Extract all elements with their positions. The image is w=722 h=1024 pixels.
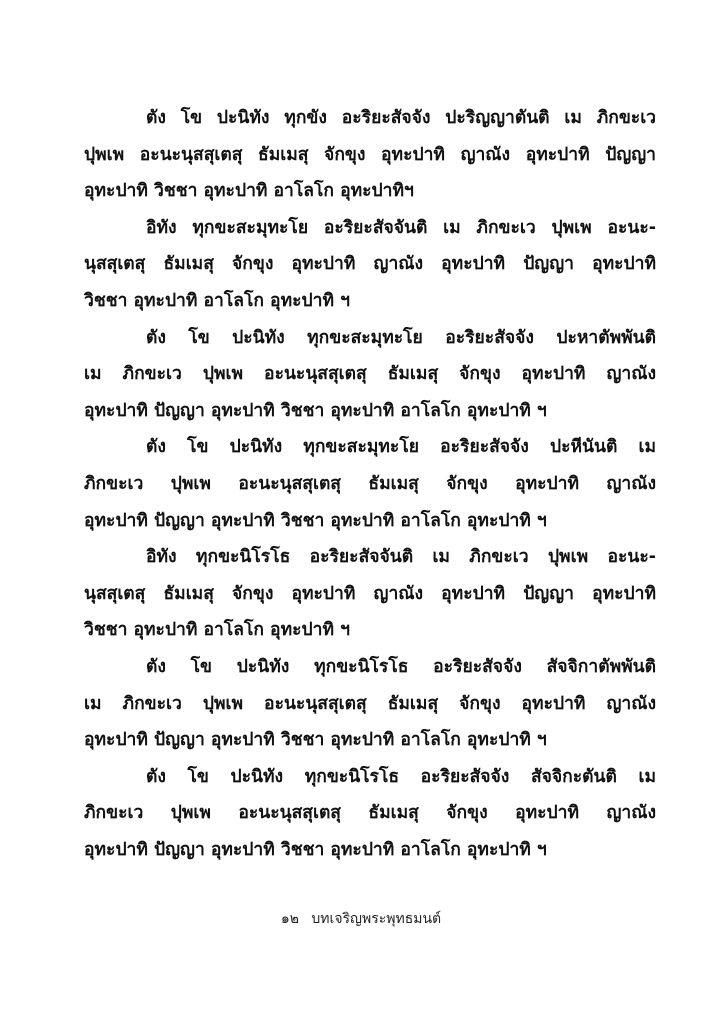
text-line: อิทัง ทุกขะนิโรโธ อะริยะสัจจันติ เม ภิกขะเว ปุพเพ อะนะ- <box>146 547 656 568</box>
paragraph <box>84 759 656 869</box>
paragraph <box>84 320 656 430</box>
paragraph <box>84 100 656 210</box>
text-line: วิชชา อุทะปาทิ อาโลโก อุทะปาทิ ฯ <box>84 290 350 311</box>
paragraph <box>84 539 656 649</box>
text-line: ตัง โข ปะนิทัง ทุกขะสะมุทะโย อะริยะสัจจัง ปะหาตัพพันติ <box>146 327 656 348</box>
paragraph <box>84 649 656 759</box>
text-line: เม ภิกขะเว ปุพเพ อะนะนุสสุเตสุ ธัมเมสุ จักขุง อุทะปาทิ ญาณัง <box>84 364 656 385</box>
page-number: ๑๒ <box>280 911 299 927</box>
text-line: อุทะปาทิ ปัญญา อุทะปาทิ วิชชา อุทะปาทิ อาโลโก อุทะปาทิ ฯ <box>84 839 547 860</box>
paragraph <box>84 429 656 539</box>
text-line: อุทะปาทิ ปัญญา อุทะปาทิ วิชชา อุทะปาทิ อาโลโก อุทะปาทิ ฯ <box>84 730 547 751</box>
text-line: เม ภิกขะเว ปุพเพ อะนะนุสสุเตสุ ธัมเมสุ จักขุง อุทะปาทิ ญาณัง <box>84 693 656 714</box>
text-line: ตัง โข ปะนิทัง ทุกขะนิโรโธ อะริยะสัจจัง สัจจิกาตัพพันติ <box>146 656 656 677</box>
text-line: อิทัง ทุกขะสะมุทะโย อะริยะสัจจันติ เม ภิกขะเว ปุพเพ อะนะ- <box>146 217 656 238</box>
chant-text-body <box>84 100 656 868</box>
book-title: บทเจริญพระพุทธมนต์ <box>311 911 442 927</box>
text-line: นุสสุเตสุ ธัมเมสุ จักขุง อุทะปาทิ ญาณัง อุทะปาทิ ปัญญา อุทะปาทิ <box>84 254 656 275</box>
text-line: ตัง โข ปะนิทัง ทุกขะนิโรโธ อะริยะสัจจัง สัจจิกะตันติ เม <box>146 766 656 787</box>
text-line: อุทะปาทิ วิชชา อุทะปาทิ อาโลโก อุทะปาทิฯ <box>84 181 414 202</box>
paragraph <box>84 210 656 320</box>
text-line: ภิกขะเว ปุพเพ อะนะนุสสุเตสุ ธัมเมสุ จักขุง อุทะปาทิ ญาณัง <box>84 473 656 494</box>
text-line: อุทะปาทิ ปัญญา อุทะปาทิ วิชชา อุทะปาทิ อาโลโก อุทะปาทิ ฯ <box>84 510 547 531</box>
text-line: วิชชา อุทะปาทิ อาโลโก อุทะปาทิ ฯ <box>84 620 350 641</box>
text-line: ภิกขะเว ปุพเพ อะนะนุสสุเตสุ ธัมเมสุ จักขุง อุทะปาทิ ญาณัง <box>84 803 656 824</box>
page-footer <box>0 908 722 930</box>
text-line: ปุพเพ อะนะนุสสุเตสุ ธัมเมสุ จักขุง อุทะปาทิ ญาณัง อุทะปาทิ ปัญญา <box>84 144 656 165</box>
text-line: อุทะปาทิ ปัญญา อุทะปาทิ วิชชา อุทะปาทิ อาโลโก อุทะปาทิ ฯ <box>84 400 547 421</box>
text-line: นุสสุเตสุ ธัมเมสุ จักขุง อุทะปาทิ ญาณัง อุทะปาทิ ปัญญา อุทะปาทิ <box>84 583 656 604</box>
text-line: ตัง โข ปะนิทัง ทุกขัง อะริยะสัจจัง ปะริญญาตันติ เม ภิกขะเว <box>146 108 656 128</box>
text-line: ตัง โข ปะนิทัง ทุกขะสะมุทะโย อะริยะสัจจัง ปะหีนันติ เม <box>146 437 656 458</box>
